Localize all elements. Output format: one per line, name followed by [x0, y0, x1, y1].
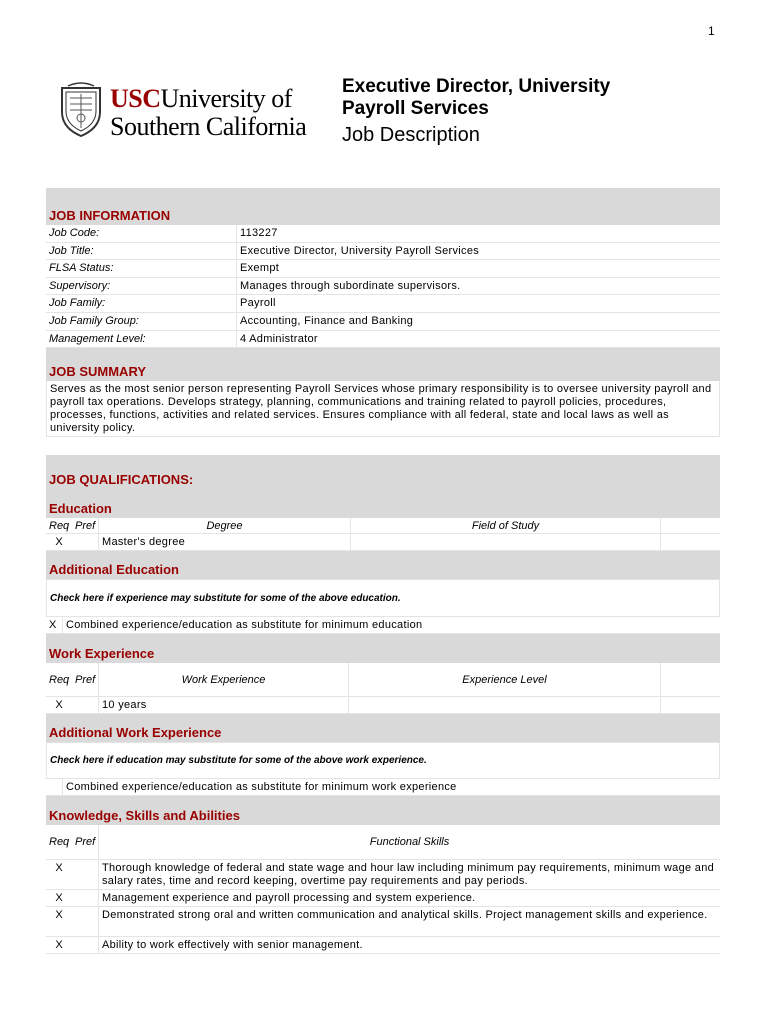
level-value [348, 697, 660, 713]
page-number: 1 [708, 24, 715, 38]
work-experience-band [46, 634, 720, 663]
title-block [342, 76, 672, 148]
table-row [46, 697, 720, 714]
table-row [46, 278, 720, 296]
field-value: 113227 [236, 225, 720, 242]
pref-mark [72, 534, 98, 550]
table-row [46, 331, 720, 349]
req-mark: X [55, 536, 63, 549]
col-req: Req [49, 836, 70, 849]
additional-work-experience-band [46, 714, 720, 742]
skill-text: Demonstrated strong oral and written communication and analytical skills. Project management skills and experience. [98, 907, 720, 936]
field-label: Job Title: [49, 244, 94, 257]
col-field-of-study: Field of Study [350, 518, 660, 533]
col-pref: Pref [75, 673, 96, 686]
table-row [46, 617, 720, 634]
pref-mark [72, 697, 98, 713]
field-label: Job Family Group: [49, 314, 139, 327]
field-value: Executive Director, University Payroll Services [236, 243, 720, 260]
col-blank [660, 663, 720, 696]
field-label: Job Code: [49, 227, 100, 239]
additional-education-heading: Additional Education [49, 562, 179, 578]
job-summary-heading: JOB SUMMARY [49, 364, 147, 380]
field-label: Job Family: [49, 297, 106, 310]
table-row [46, 534, 720, 551]
additional-work-experience-note-box [46, 742, 720, 779]
education-header-row [46, 518, 720, 534]
col-experience-level: Experience Level [348, 663, 660, 696]
col-req: Req [49, 520, 70, 533]
col-work-experience: Work Experience [98, 663, 348, 696]
table-row [46, 243, 720, 261]
ksa-header-row [46, 825, 720, 860]
spacer [46, 437, 720, 455]
col-pref: Pref [75, 520, 96, 533]
education-band [46, 489, 720, 518]
col-functional-skills: Functional Skills [98, 825, 720, 859]
pref-mark [72, 907, 98, 936]
col-degree: Degree [98, 518, 350, 533]
document-subtitle: Job Description [342, 124, 480, 146]
field-value: Manages through subordinate supervisors. [236, 278, 720, 295]
table-row [46, 260, 720, 278]
logo-line-1 [110, 84, 292, 114]
job-summary-text: Serves as the most senior person representing Payroll Services whose primary responsibility is to oversee university payroll and payroll tax operations. Develops strategy, planning, communications and training related to payroll policies, procedures, processes, functions, activities and related services. Ensures compliance with all federal, state and local laws as well as university policy. [46, 381, 720, 437]
job-qualifications-band [46, 455, 720, 489]
usc-seal-icon [58, 82, 104, 138]
table-row [46, 779, 720, 796]
additional-education-note-box [46, 579, 720, 617]
req-mark: X [55, 699, 63, 712]
req-mark: X [55, 909, 63, 922]
substitute-mark: X [49, 619, 57, 632]
job-description-sheet [46, 188, 720, 954]
work-experience-header-row [46, 663, 720, 697]
col-pref: Pref [75, 836, 96, 849]
job-information-band [46, 188, 720, 225]
col-blank [660, 534, 720, 550]
substitute-text: Combined experience/education as substitute for minimum education [62, 617, 720, 633]
field-value: Accounting, Finance and Banking [236, 313, 720, 330]
table-row [46, 907, 720, 937]
job-information-heading: JOB INFORMATION [49, 208, 171, 223]
job-summary-band [46, 348, 720, 381]
substitute-mark [46, 779, 62, 795]
table-row [46, 860, 720, 890]
skill-text: Management experience and payroll processing and system experience. [98, 890, 720, 906]
additional-education-note: Check here if experience may substitute for some of the above education. [50, 592, 401, 604]
job-information-table [46, 225, 720, 348]
req-mark: X [55, 862, 63, 875]
field-label: FLSA Status: [49, 262, 114, 275]
experience-value: 10 years [98, 697, 348, 713]
document-title: Executive Director, University Payroll Services [342, 76, 611, 119]
additional-work-experience-heading: Additional Work Experience [49, 725, 222, 741]
col-req: Req [49, 673, 70, 686]
table-row [46, 937, 720, 954]
col-blank [660, 518, 720, 533]
work-experience-heading: Work Experience [49, 646, 155, 662]
field-value: 4 Administrator [236, 331, 720, 348]
table-row [46, 890, 720, 907]
usc-logo [58, 82, 328, 142]
field-value [350, 534, 660, 550]
additional-education-band [46, 551, 720, 579]
field-value: Exempt [236, 260, 720, 277]
ksa-heading: Knowledge, Skills and Abilities [49, 808, 240, 824]
pref-mark [72, 890, 98, 906]
col-blank [660, 697, 720, 713]
skill-text: Thorough knowledge of federal and state wage and hour law including minimum pay requirements, minimum wage and salary rates, time and record keeping, overtime pay requirements and pay periods. [98, 860, 720, 889]
additional-work-experience-note: Check here if education may substitute for some of the above work experience. [50, 755, 427, 767]
table-row [46, 313, 720, 331]
substitute-text: Combined experience/education as substitute for minimum work experience [62, 779, 720, 795]
logo-university-text: University of [160, 84, 292, 113]
field-label: Management Level: [49, 332, 146, 345]
ksa-band [46, 796, 720, 825]
pref-mark [72, 937, 98, 953]
skill-text: Ability to work effectively with senior management. [98, 937, 720, 953]
table-row [46, 225, 720, 243]
pref-mark [72, 860, 98, 889]
education-heading: Education [49, 501, 112, 517]
degree-value: Master's degree [98, 534, 350, 550]
req-mark: X [55, 892, 63, 905]
job-qualifications-heading: JOB QUALIFICATIONS: [49, 472, 194, 488]
req-mark: X [55, 939, 63, 952]
logo-line-2: Southern California [110, 112, 307, 141]
field-value: Payroll [236, 295, 720, 312]
logo-usc-text: USC [110, 84, 161, 113]
table-row [46, 295, 720, 313]
field-label: Supervisory: [49, 279, 111, 292]
